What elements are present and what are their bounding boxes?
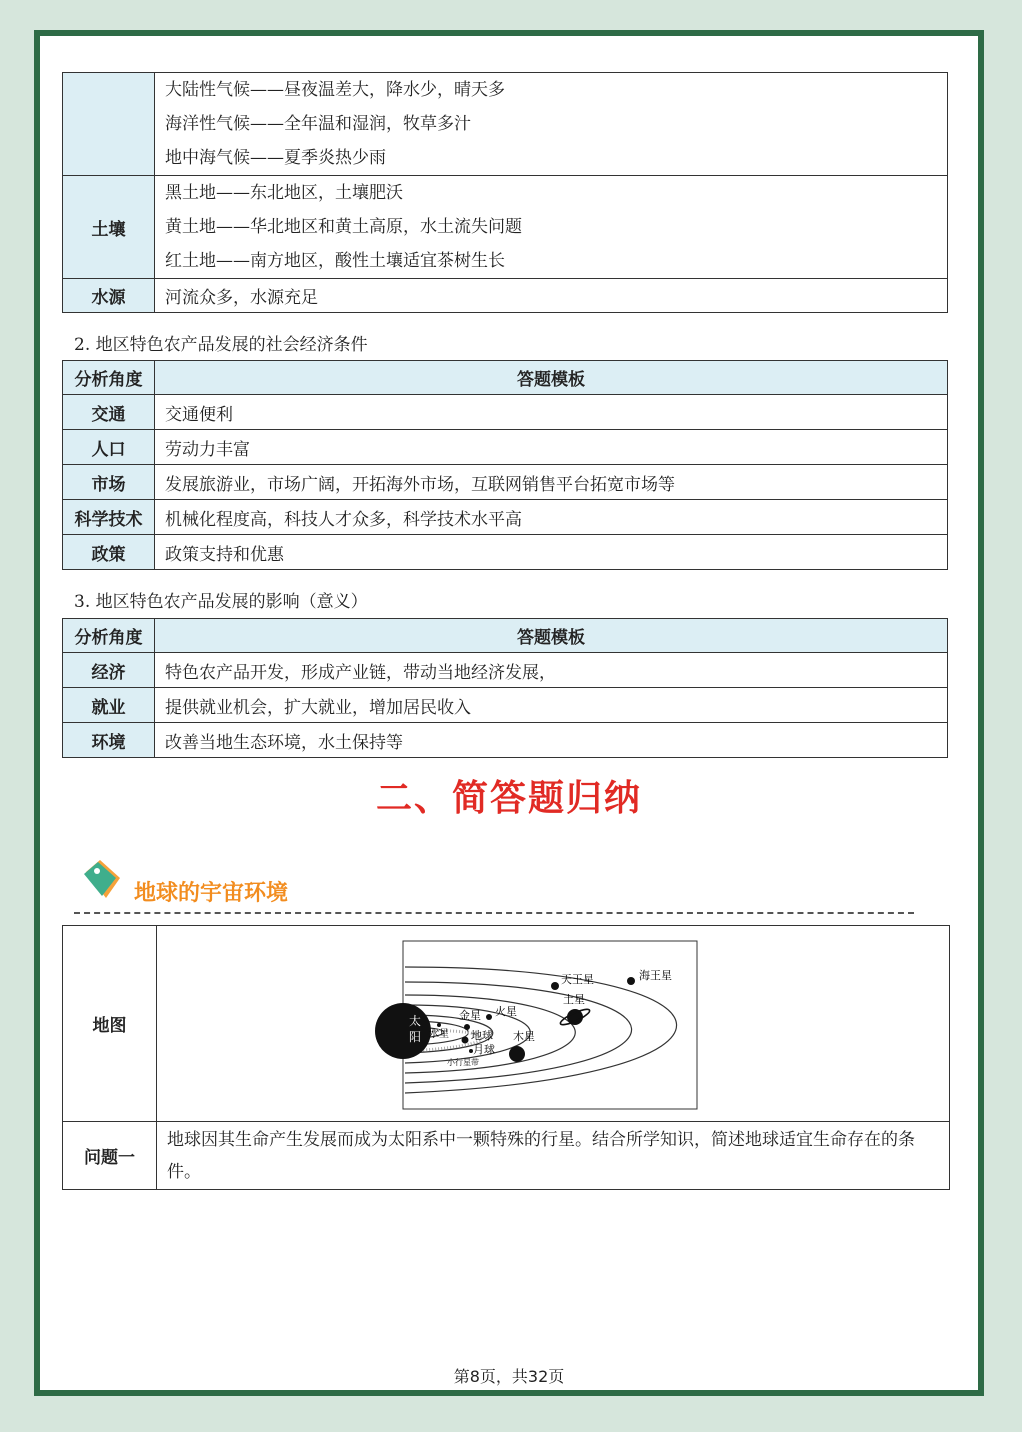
planet-label: 火星 xyxy=(495,1004,517,1018)
planet-label: 地球 xyxy=(471,1028,493,1042)
saturn-icon xyxy=(567,1009,583,1025)
qa-table xyxy=(62,925,950,1190)
jupiter-icon xyxy=(509,1046,525,1062)
water-label: 水源 xyxy=(63,279,155,313)
column-header: 答题模板 xyxy=(155,619,948,653)
row-value: 劳动力丰富 xyxy=(155,430,948,465)
climate-label-cell xyxy=(63,73,155,176)
row-label: 环境 xyxy=(63,723,155,758)
dashed-divider xyxy=(74,912,914,914)
mars-icon xyxy=(486,1014,492,1020)
soil-cell xyxy=(155,176,948,279)
row-label: 科学技术 xyxy=(63,500,155,535)
climate-cell xyxy=(155,73,948,176)
row-label: 交通 xyxy=(63,395,155,430)
soil-line: 黑土地——东北地区，土壤肥沃 xyxy=(165,183,403,203)
question-text: 地球因其生命产生发展而成为太阳系中一颗特殊的行星。结合所学知识，简述地球适宜生命存在的条件。 xyxy=(157,1122,950,1190)
soil-label: 土壤 xyxy=(63,176,155,279)
row-value: 交通便利 xyxy=(155,395,948,430)
row-value: 政策支持和优惠 xyxy=(155,535,948,570)
uranus-icon xyxy=(551,982,559,990)
section2-heading: 2. 地区特色农产品发展的社会经济条件 xyxy=(74,335,368,355)
row-value: 改善当地生态环境，水土保持等 xyxy=(155,723,948,758)
natural-conditions-table xyxy=(62,72,948,313)
row-value: 发展旅游业，市场广阔，开拓海外市场，互联网销售平台拓宽市场等 xyxy=(155,465,948,500)
row-value: 特色农产品开发，形成产业链，带动当地经济发展， xyxy=(155,653,948,688)
planet-label: 水星 xyxy=(429,1028,449,1040)
earth-icon xyxy=(462,1036,469,1043)
page-title: 二、简答题归纳 xyxy=(375,778,642,819)
climate-line: 地中海气候——夏季炎热少雨 xyxy=(165,148,386,168)
planet-label: 月球 xyxy=(473,1042,495,1056)
row-value: 机械化程度高，科技人才众多，科学技术水平高 xyxy=(155,500,948,535)
socioeconomic-table xyxy=(62,360,948,570)
row-label: 经济 xyxy=(63,653,155,688)
sun-label: 阳 xyxy=(409,1029,422,1044)
column-header: 分析角度 xyxy=(63,361,155,395)
climate-line: 海洋性气候——全年温和湿润，牧草多汁 xyxy=(165,114,471,134)
row-label: 就业 xyxy=(63,688,155,723)
question-label: 问题一 xyxy=(63,1122,157,1190)
section3-heading: 3. 地区特色农产品发展的影响（意义） xyxy=(74,592,368,612)
row-label: 市场 xyxy=(63,465,155,500)
row-label: 人口 xyxy=(63,430,155,465)
impact-table xyxy=(62,618,948,758)
column-header: 答题模板 xyxy=(155,361,948,395)
climate-line: 大陆性气候——昼夜温差大，降水少，晴天多 xyxy=(165,80,505,100)
planet-label: 海王星 xyxy=(639,968,672,982)
water-cell: 河流众多，水源充足 xyxy=(155,279,948,313)
sun-icon xyxy=(375,1003,431,1059)
soil-line: 红土地——南方地区，酸性土壤适宜茶树生长 xyxy=(165,251,505,271)
column-header: 分析角度 xyxy=(63,619,155,653)
row-label: 政策 xyxy=(63,535,155,570)
neptune-icon xyxy=(627,977,635,985)
map-cell xyxy=(157,926,950,1122)
row-value: 提供就业机会，扩大就业，增加居民收入 xyxy=(155,688,948,723)
page xyxy=(34,30,984,1396)
page-number: 第8页，共32页 xyxy=(453,1367,565,1386)
venus-icon xyxy=(464,1024,470,1030)
mercury-icon xyxy=(437,1023,441,1027)
planet-label: 木星 xyxy=(513,1029,535,1043)
planet-label: 金星 xyxy=(459,1008,481,1022)
soil-line: 黄土地——华北地区和黄土高原，水土流失问题 xyxy=(165,217,522,237)
solar-system-diagram xyxy=(157,927,949,1121)
planet-label: 天王星 xyxy=(561,972,594,986)
planet-label: 土星 xyxy=(563,992,585,1006)
section-title: 地球的宇宙环境 xyxy=(134,881,289,906)
map-label: 地图 xyxy=(63,926,157,1122)
tag-icon xyxy=(82,858,124,906)
asteroid-belt-label: 小行星带 xyxy=(447,1057,479,1067)
sun-label: 太 xyxy=(409,1013,422,1028)
